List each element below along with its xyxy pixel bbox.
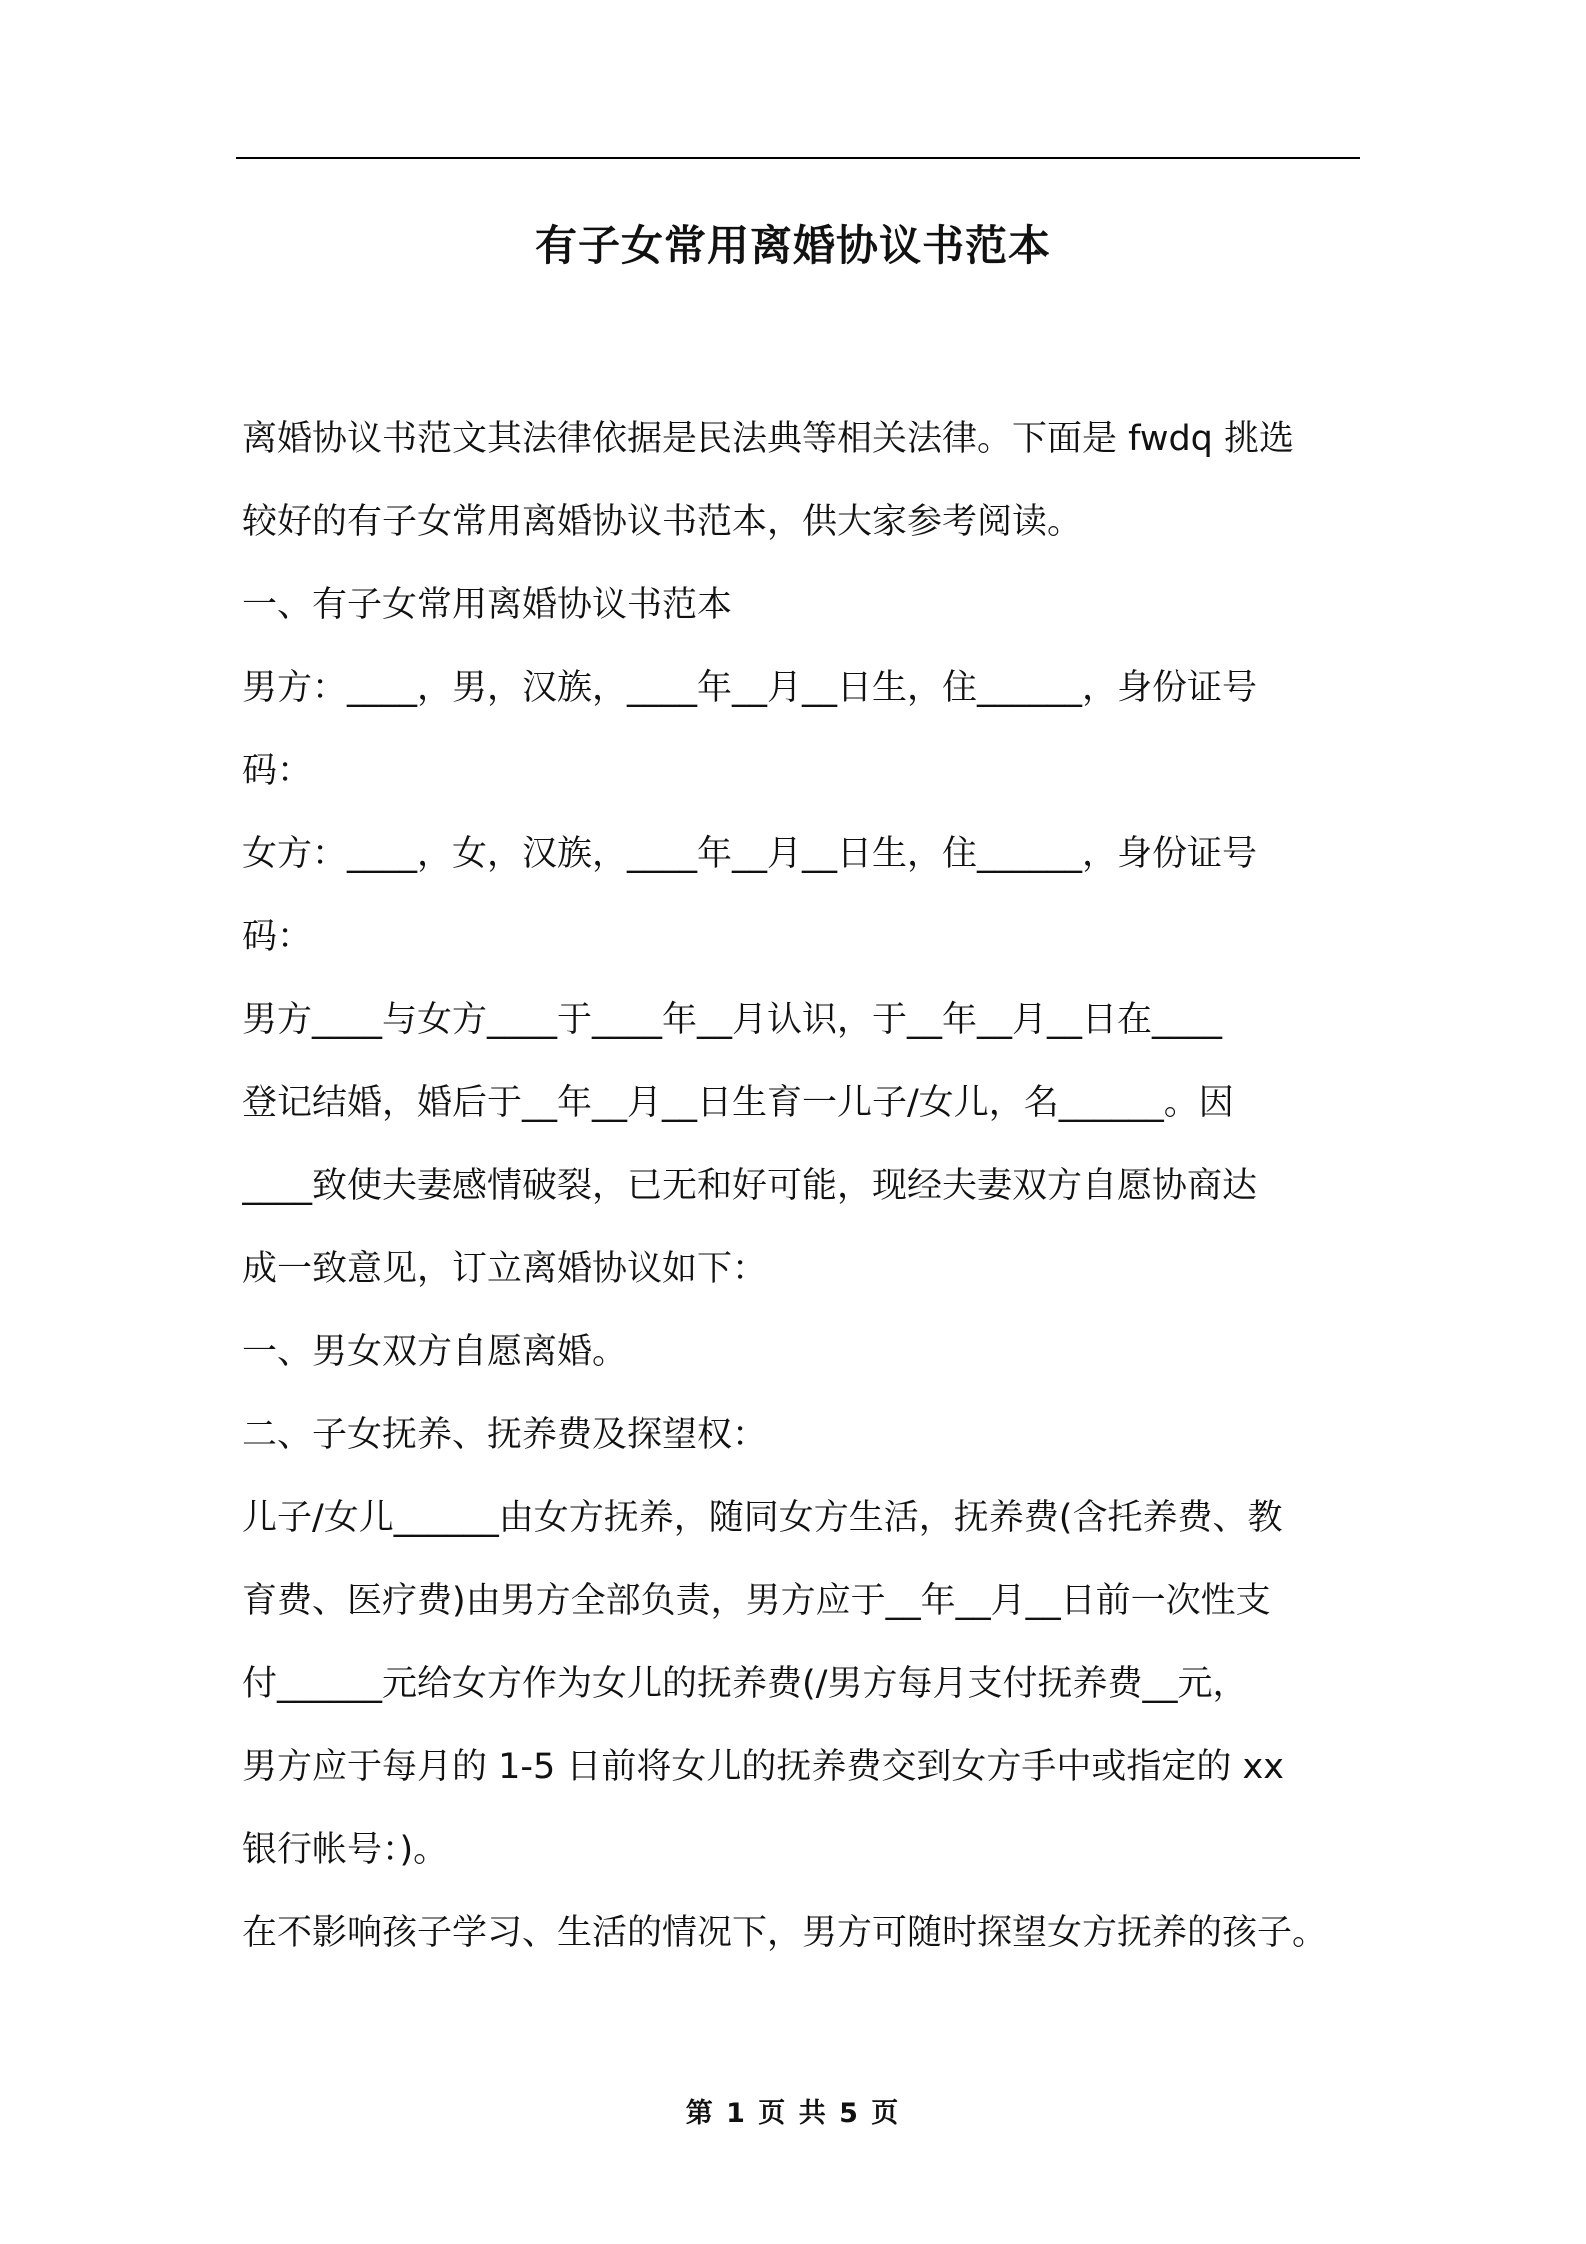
body-line: 离婚协议书范文其法律依据是民法典等相关法律。下面是 fwdq 挑选 (242, 419, 1295, 459)
body-line: 男方：____，男，汉族，____年__月__日生，住______，身份证号 (242, 668, 1258, 708)
body-line: 码： (242, 917, 313, 957)
body-line: 儿子/女儿______由女方抚养，随同女方生活，抚养费(含托养费、教 (242, 1498, 1283, 1538)
clause-heading: 二、子女抚养、抚养费及探望权： (242, 1415, 768, 1455)
body-line: 银行帐号：)。 (242, 1830, 449, 1870)
body-line: 男方应于每月的 1-5 日前将女儿的抚养费交到女方手中或指定的 xx (242, 1747, 1284, 1787)
document-title: 有子女常用离婚协议书范本 (534, 221, 1051, 270)
body-line: ____致使夫妻感情破裂，已无和好可能，现经夫妻双方自愿协商达 (242, 1166, 1258, 1206)
body-line: 付______元给女方作为女儿的抚养费(/男方每月支付抚养费__元， (242, 1664, 1248, 1704)
page-number: 第 1 页 共 5 页 (685, 2098, 901, 2129)
body-line: 较好的有子女常用离婚协议书范本，供大家参考阅读。 (242, 502, 1083, 542)
body-line: 女方：____，女，汉族，____年__月__日生，住______，身份证号 (242, 834, 1258, 874)
section-heading: 一、有子女常用离婚协议书范本 (242, 585, 733, 625)
clause-heading: 一、男女双方自愿离婚。 (242, 1332, 628, 1372)
body-line: 成一致意见，订立离婚协议如下： (242, 1249, 768, 1289)
body-line: 育费、医疗费)由男方全部负责，男方应于__年__月__日前一次性支 (242, 1581, 1271, 1621)
body-line: 男方____与女方____于____年__月认识，于__年__月__日在____ (242, 1000, 1223, 1040)
body-line: 登记结婚，婚后于__年__月__日生育一儿子/女儿，名______。因 (242, 1083, 1234, 1123)
header-rule (236, 157, 1360, 159)
body-line: 码： (242, 751, 313, 791)
body-line: 在不影响孩子学习、生活的情况下，男方可随时探望女方抚养的孩子。 (242, 1913, 1328, 1953)
